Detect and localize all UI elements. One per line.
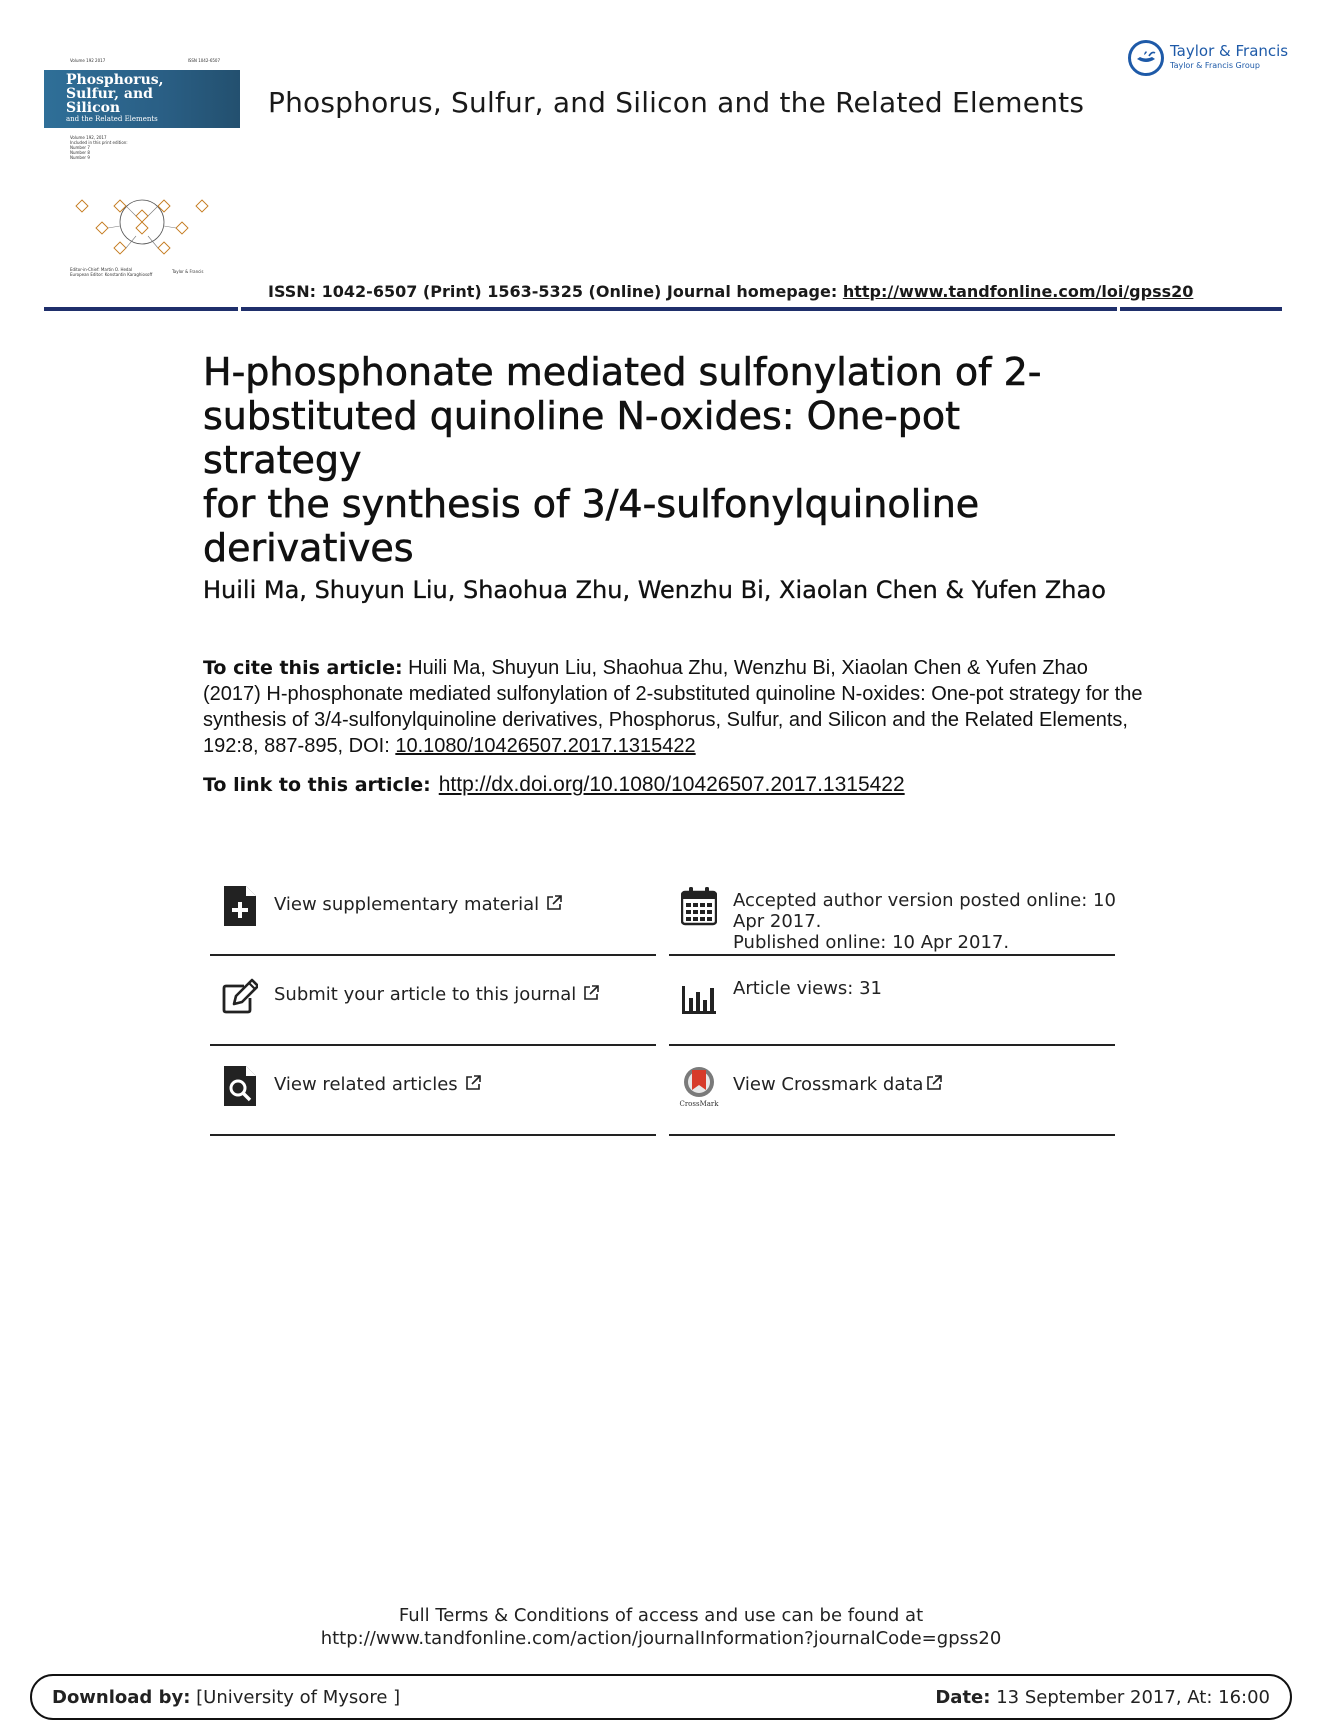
header-divider [44, 307, 1282, 311]
header-divider-gap [1117, 307, 1120, 311]
cover-issn: ISSN 1042-6507 [187, 58, 220, 63]
journal-cover-thumbnail [44, 56, 240, 284]
supplementary-material-label: View supplementary material [274, 894, 540, 915]
cover-info-line: Number 9 [70, 155, 90, 160]
submit-article-cell[interactable] [210, 956, 656, 1046]
cover-editor-line: Editor-in-Chief: Martin O. Hedal [70, 267, 133, 272]
download-date: 13 September 2017, At: 16:00 [990, 1687, 1270, 1708]
cell-divider [210, 1134, 656, 1136]
header-divider-gap [238, 307, 241, 311]
publisher-group: Taylor & Francis Group [1170, 61, 1260, 70]
taylor-francis-lamp-icon [1128, 40, 1164, 76]
download-label: Download by: [52, 1687, 191, 1708]
external-link-icon [582, 984, 600, 1002]
crossmark-icon [677, 1066, 721, 1100]
article-title-line: derivatives [203, 526, 414, 570]
cover-molecule-diagram [62, 180, 222, 264]
article-authors: Huili Ma, Shuyun Liu, Shaohua Zhu, Wenzhu Bi, Xiaolan Chen & Yufen Zhao [203, 576, 1106, 604]
cover-editors [70, 267, 152, 277]
accepted-date-line: Apr 2017. [733, 911, 822, 932]
cover-info-line: Included in this print edition: [70, 140, 128, 145]
external-link-icon [545, 894, 563, 912]
cover-title-line: Phosphorus, [66, 72, 164, 88]
issn-text: ISSN: 1042-6507 (Print) 1563-5325 (Online) Journal homepage: [268, 282, 843, 301]
journal-name: Phosphorus, Sulfur, and Silicon and the Related Elements [268, 86, 1085, 119]
cover-subtitle: and the Related Elements [66, 115, 158, 123]
citation-block [203, 655, 1143, 759]
article-link-label: To link to this article: [203, 774, 431, 796]
terms-line: Full Terms & Conditions of access and use can be found at [398, 1605, 924, 1626]
download-institution: [University of Mysore ] [190, 1687, 401, 1708]
article-title-line: H-phosphonate mediated sulfonylation of 2- [203, 350, 1042, 394]
terms-url[interactable]: http://www.tandfonline.com/action/journalInformation?journalCode=gpss20 [320, 1628, 1002, 1649]
bar-chart-icon [681, 976, 717, 1016]
publisher-logo[interactable] [1128, 40, 1288, 76]
article-title-line: for the synthesis of 3/4-sulfonylquinoline [203, 482, 980, 526]
citation-text: Huili Ma, Shuyun Liu, Shaohua Zhu, Wenzhu Bi, Xiaolan Chen & Yufen Zhao (2017) H-phosphonate mediated sulfonylation of 2-substituted quinoline N-oxides: One-pot strategy for the synthesis of 3/4-sulfonylquinoline derivatives, Phosphorus, Sulfur, and Silicon and the Related Elements, 192:8, 887-895, DOI: [203, 657, 1143, 757]
cover-title-line: Silicon [66, 100, 121, 116]
cover-publisher: Taylor & Francis [172, 269, 204, 274]
related-articles-cell[interactable] [210, 1046, 656, 1136]
cover-volume: Volume 192 2017 [70, 58, 106, 63]
crossmark-caption: CrossMark [679, 1100, 719, 1108]
published-date: Published online: 10 Apr 2017. [733, 932, 1010, 953]
article-views: Article views: 31 [733, 978, 882, 999]
cover-title-line: Sulfur, and [66, 86, 153, 102]
issn-line [268, 282, 1193, 301]
publication-dates-cell [669, 866, 1115, 956]
article-views-cell [669, 956, 1115, 1046]
cover-title-band [44, 70, 240, 128]
crossmark-label: View Crossmark data [733, 1074, 924, 1095]
cell-divider [669, 1134, 1115, 1136]
related-articles-label: View related articles [274, 1074, 458, 1095]
cover-editor-line: European Editor: Konstantin Karaghiosoff [70, 272, 153, 277]
cover-info-line: Number 7 [70, 145, 90, 150]
terms-notice [0, 1604, 1322, 1650]
article-title-line: substituted quinoline N-oxides: One-pot strategy [203, 394, 960, 482]
crossmark-cell[interactable] [669, 1046, 1115, 1136]
submit-article-label: Submit your article to this journal [274, 984, 577, 1005]
cover-issue-info [70, 135, 128, 160]
external-link-icon [464, 1074, 482, 1092]
article-link-line [203, 772, 905, 797]
external-link-icon [925, 1074, 943, 1092]
cover-info-line: Volume 192, 2017 [70, 135, 107, 140]
article-doi-link[interactable]: http://dx.doi.org/10.1080/10426507.2017.1315422 [438, 773, 905, 796]
supplementary-material-cell[interactable] [210, 866, 656, 956]
article-title [203, 350, 1123, 570]
date-label: Date: [935, 1687, 991, 1708]
citation-doi-link[interactable]: 10.1080/10426507.2017.1315422 [395, 735, 696, 757]
journal-homepage-link[interactable]: http://www.tandfonline.com/loi/gpss20 [842, 282, 1194, 301]
download-info-bar [30, 1674, 1292, 1720]
edit-icon [222, 976, 258, 1016]
file-plus-icon [222, 886, 258, 926]
document-search-icon [222, 1066, 258, 1106]
citation-label: To cite this article: [203, 657, 403, 679]
calendar-icon [681, 886, 717, 926]
crossmark-logo [677, 1066, 721, 1106]
cover-info-line: Number 8 [70, 150, 90, 155]
accepted-date-line: Accepted author version posted online: 10 [733, 890, 1116, 911]
publisher-name: Taylor & Francis [1170, 42, 1289, 60]
